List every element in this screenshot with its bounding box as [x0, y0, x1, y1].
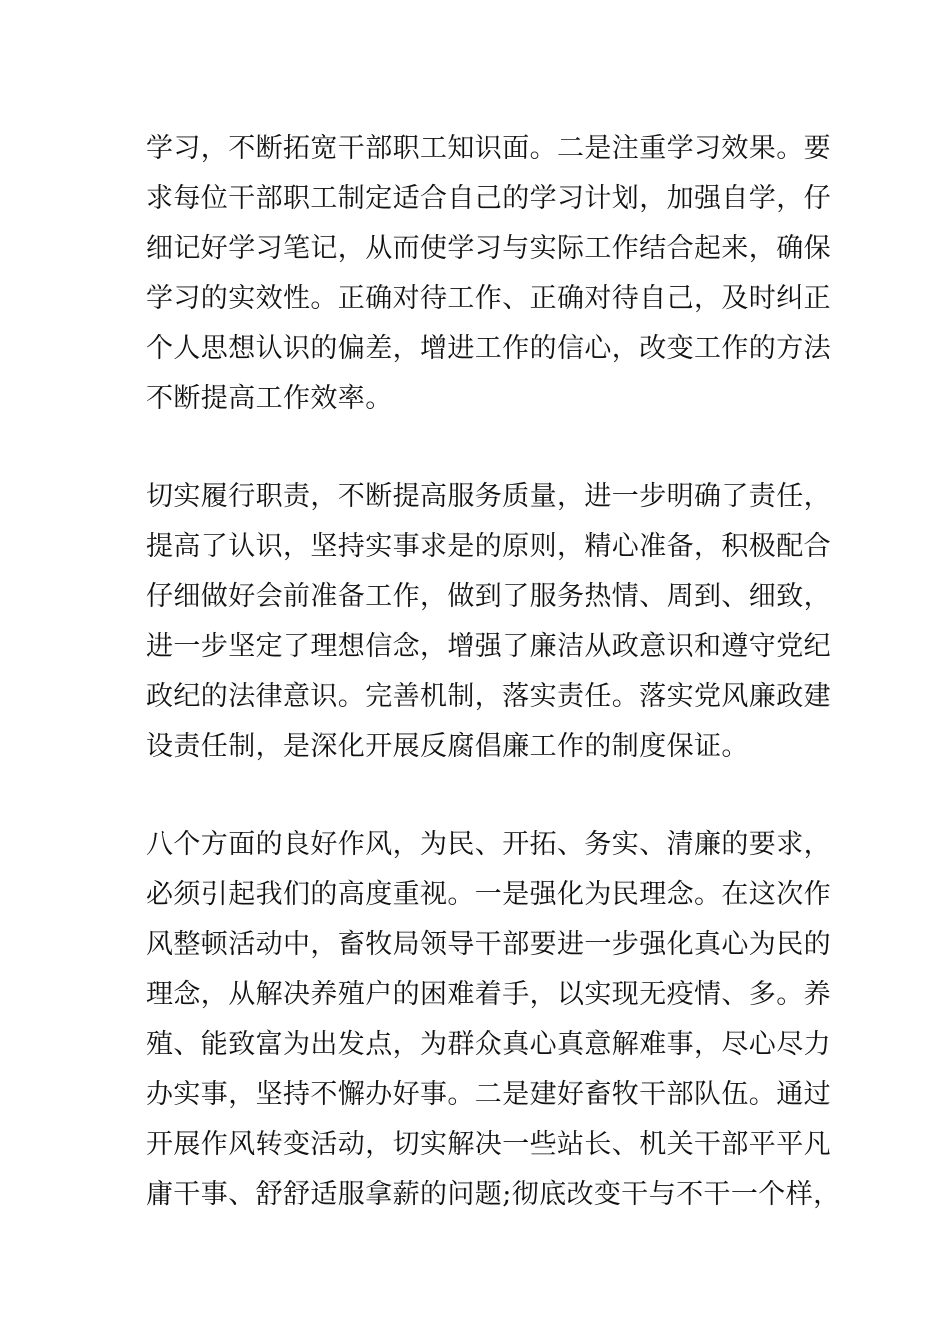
paragraph-3-line-6: 办实事，坚持不懈办好事。二是建好畜牧干部队伍。通过 [146, 1079, 831, 1110]
paragraph-1-line-2: 求每位干部职工制定适合自己的学习计划，加强自学，仔 [146, 183, 831, 214]
paragraph-3-line-1: 八个方面的良好作风，为民、开拓、务实、清廉的要求， [146, 829, 831, 860]
paragraph-2-line-3: 仔细做好会前准备工作，做到了服务热情、周到、细致， [146, 581, 831, 612]
paragraph-1-line-5: 个人思想认识的偏差，增进工作的信心，改变工作的方法 [146, 333, 831, 364]
paragraph-2-line-4: 进一步坚定了理想信念，增强了廉洁从政意识和遵守党纪 [146, 631, 831, 662]
paragraph-2-line-2: 提高了认识，坚持实事求是的原则，精心准备，积极配合 [146, 531, 831, 562]
paragraph-3-line-4: 理念，从解决养殖户的困难着手，以实现无疫情、多。养 [146, 979, 831, 1010]
paragraph-3-line-7: 开展作风转变活动，切实解决一些站长、机关干部平平凡 [146, 1129, 831, 1160]
paragraph-1-line-1: 学习，不断拓宽干部职工知识面。二是注重学习效果。要 [146, 133, 831, 164]
paragraph-2-line-1: 切实履行职责，不断提高服务质量，进一步明确了责任， [146, 481, 831, 512]
paragraph-2-line-6: 设责任制，是深化开展反腐倡廉工作的制度保证。 [146, 731, 749, 762]
paragraph-1-line-6: 不断提高工作效率。 [146, 383, 393, 414]
paragraph-3-line-2: 必须引起我们的高度重视。一是强化为民理念。在这次作 [146, 879, 831, 910]
paragraph-3-line-3: 风整顿活动中，畜牧局领导干部要进一步强化真心为民的 [146, 929, 831, 960]
paragraph-3-line-8: 庸干事、舒舒适服拿薪的问题;彻底改变干与不干一个样， [146, 1179, 841, 1210]
paragraph-2-line-5: 政纪的法律意识。完善机制，落实责任。落实党风廉政建 [146, 681, 831, 712]
paragraph-1-line-4: 学习的实效性。正确对待工作、正确对待自己，及时纠正 [146, 283, 831, 314]
paragraph-3-line-5: 殖、能致富为出发点，为群众真心真意解难事，尽心尽力 [146, 1029, 831, 1060]
paragraph-1-line-3: 细记好学习笔记，从而使学习与实际工作结合起来，确保 [146, 233, 831, 264]
